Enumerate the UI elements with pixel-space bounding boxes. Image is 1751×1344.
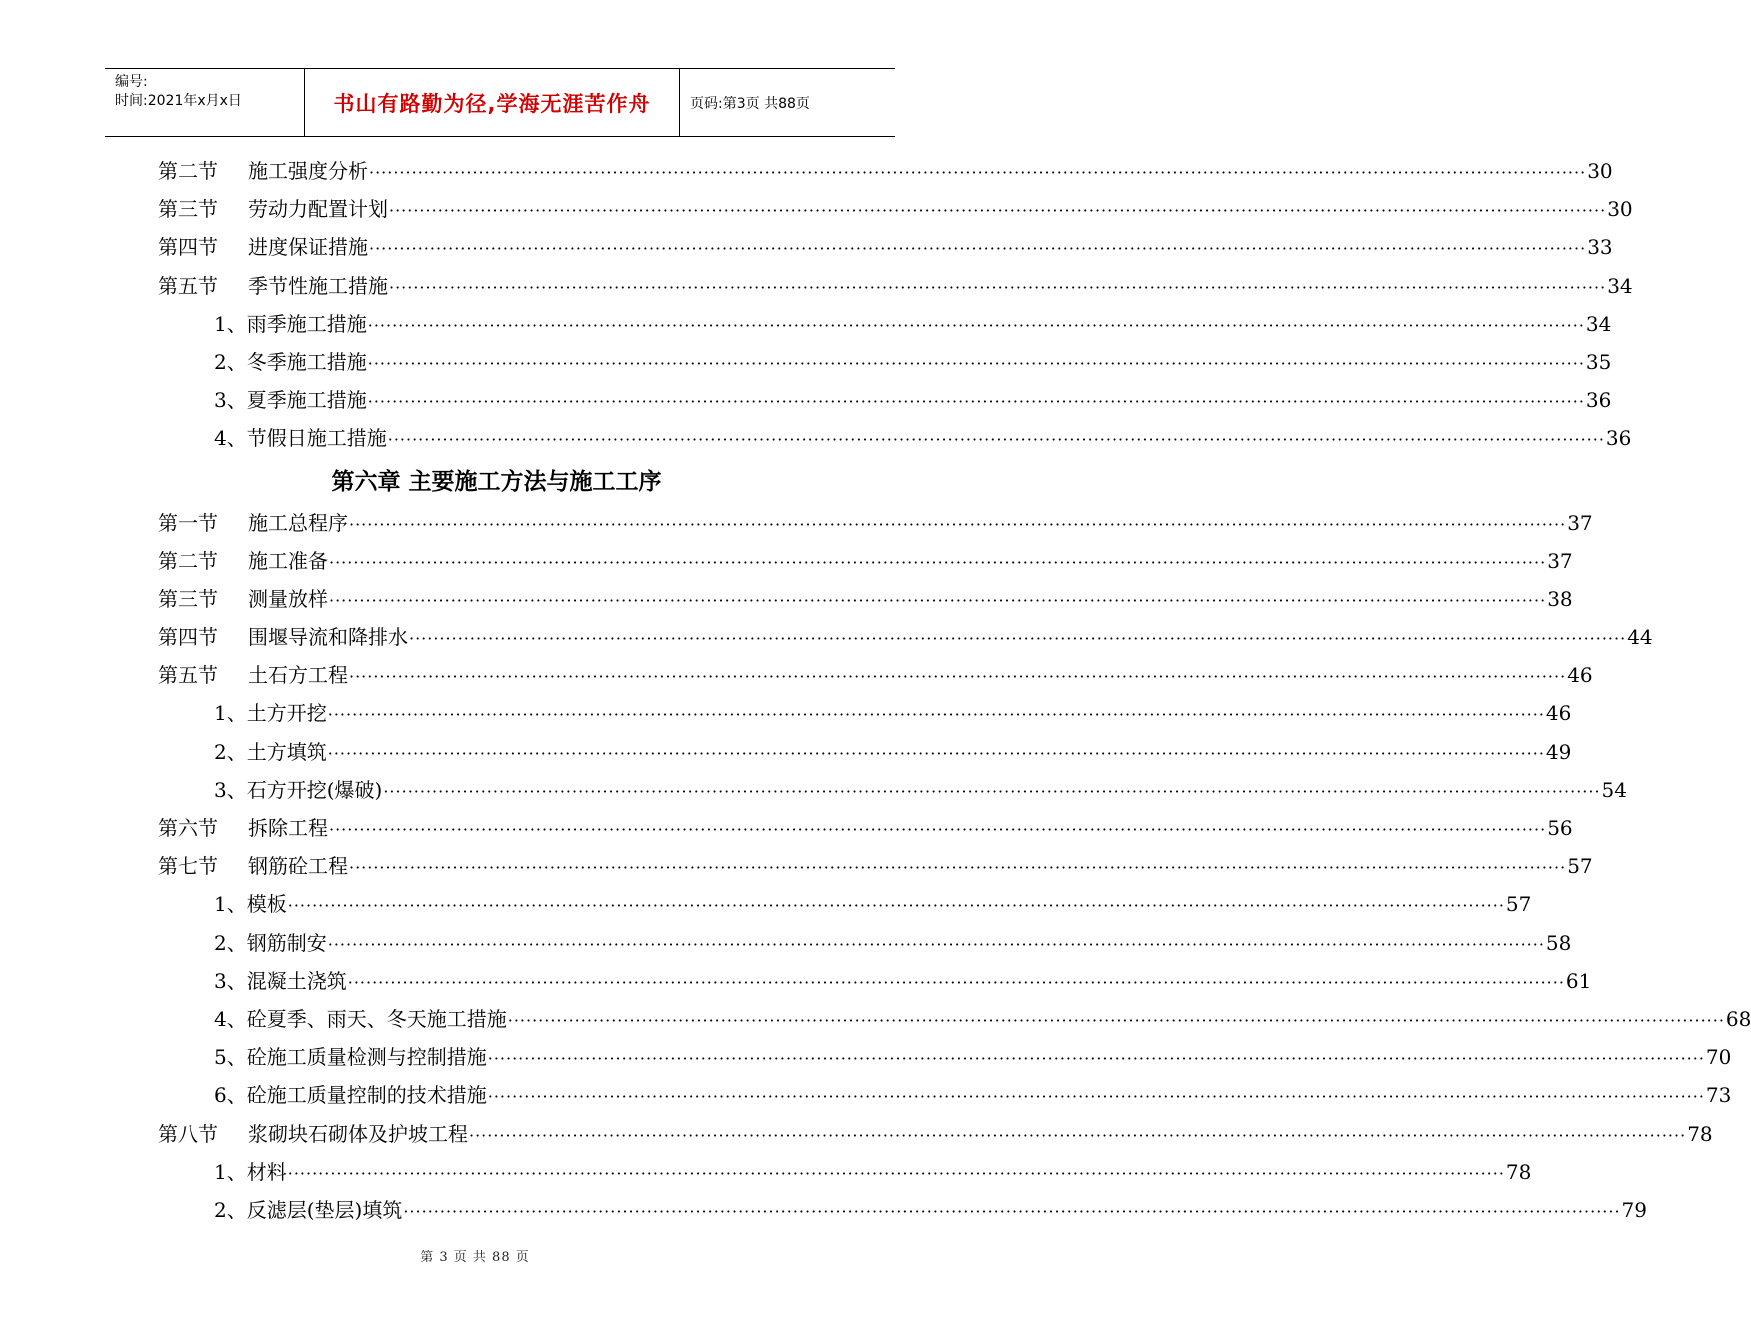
toc-page-number: 44	[1627, 625, 1653, 650]
toc-entry-label	[214, 1076, 487, 1114]
toc-section-number: 第二节	[158, 548, 218, 573]
toc-page-number: 56	[1547, 816, 1573, 840]
toc-entry[interactable]	[158, 694, 1572, 732]
toc-entry-label	[214, 1191, 402, 1229]
toc-entry-label	[158, 504, 348, 542]
page-header	[105, 68, 895, 137]
toc-section-number: 第五节	[158, 273, 218, 298]
toc-leader-dots: ········································································································································································································	[349, 667, 1567, 687]
toc-leader-dots: ········································································································································································································	[349, 858, 1567, 878]
toc-entry-title: 施工强度分析	[248, 159, 368, 183]
toc-entry[interactable]	[158, 809, 1573, 847]
header-motto: 书山有路勤为径,学海无涯苦作舟	[305, 69, 680, 136]
toc-entry-label	[214, 733, 327, 771]
toc-page-number: 38	[1547, 586, 1573, 611]
toc-entry[interactable]	[158, 542, 1573, 580]
toc-entry-label	[158, 190, 388, 228]
toc-leader-dots: ········································································································································································································	[403, 1201, 1621, 1221]
toc-entry-title: 4、砼夏季、雨天、冬天施工措施	[214, 1006, 507, 1031]
toc-leader-dots: ········································································································································································································	[349, 514, 1567, 534]
toc-page-number: 37	[1567, 510, 1593, 535]
toc-page-number: 49	[1545, 739, 1572, 764]
toc-entry-label	[214, 1000, 507, 1038]
toc-entry[interactable]	[158, 1115, 1713, 1153]
toc-entry-label	[214, 381, 367, 419]
toc-page-number: 78	[1687, 1121, 1713, 1146]
toc-section-number: 第八节	[158, 1121, 218, 1146]
toc-page-number: 36	[1605, 426, 1632, 451]
toc-entry[interactable]	[158, 580, 1573, 618]
toc-page-number: 37	[1547, 548, 1573, 573]
toc-page-number: 58	[1545, 930, 1572, 955]
toc-entry-label	[214, 694, 327, 732]
toc-entry-label	[214, 1153, 287, 1191]
toc-entry[interactable]	[158, 1076, 1732, 1114]
toc-leader-dots: ········································································································································································································	[327, 934, 1545, 954]
toc-page-number: 46	[1545, 701, 1572, 726]
toc-entry[interactable]	[158, 771, 1627, 809]
toc-leader-dots: ········································································································································································································	[387, 430, 1605, 450]
toc-entry[interactable]	[158, 1000, 1751, 1038]
toc-entry[interactable]	[158, 656, 1593, 694]
toc-entry-label	[158, 267, 388, 305]
toc-section-number: 第五节	[158, 663, 218, 688]
toc-entry-label	[214, 771, 382, 809]
toc-entry[interactable]	[158, 228, 1613, 266]
toc-section-number: 第三节	[158, 197, 218, 222]
toc-entry[interactable]	[158, 190, 1633, 228]
toc-entry-title: 6、砼施工质量控制的技术措施	[214, 1083, 487, 1108]
toc-page-number: 57	[1567, 854, 1593, 879]
toc-entry-title: 钢筋砼工程	[248, 854, 348, 879]
toc-entry-label	[158, 656, 348, 694]
toc-page-number: 35	[1585, 349, 1612, 374]
toc-section-number: 第六节	[158, 816, 218, 840]
toc-entry-label	[158, 809, 328, 847]
toc-section-number: 第四节	[158, 235, 218, 260]
toc-entry-title: 测量放样	[248, 586, 328, 611]
toc-entry-title: 1、材料	[214, 1159, 287, 1184]
toc-entry-title: 5、砼施工质量检测与控制措施	[214, 1045, 487, 1070]
toc-entry[interactable]	[158, 962, 1592, 1000]
toc-page-number: 57	[1505, 892, 1532, 917]
toc-leader-dots: ········································································································································································································	[327, 705, 1545, 725]
code-label: 编号:	[115, 74, 148, 90]
toc-entry-title: 土石方工程	[248, 663, 348, 688]
toc-page-number: 54	[1601, 777, 1627, 802]
toc-entry-title: 季节性施工措施	[248, 273, 388, 298]
toc-page-number: 34	[1607, 273, 1633, 298]
toc-entry-title: 3、混凝土浇筑	[214, 968, 347, 993]
toc-entry-title: 2、反滤层(垫层)填筑	[214, 1197, 403, 1222]
toc-section-number: 第四节	[158, 625, 218, 650]
toc-entry[interactable]	[158, 152, 1613, 190]
toc-leader-dots: ········································································································································································································	[329, 590, 1547, 610]
toc-entry-title: 1、模板	[214, 892, 287, 917]
toc-leader-dots: ········································································································································································································	[327, 743, 1545, 763]
toc-page-number: 30	[1587, 159, 1613, 183]
toc-entry-title: 进度保证措施	[248, 235, 368, 260]
toc-page-number: 79	[1621, 1197, 1647, 1222]
toc-leader-dots: ········································································································································································································	[383, 781, 1601, 801]
toc-section-part2	[158, 504, 1751, 1230]
toc-entry-label	[158, 1115, 468, 1153]
toc-section-part1	[158, 152, 1633, 458]
toc-entry-label	[158, 580, 328, 618]
toc-entry[interactable]	[158, 343, 1612, 381]
toc-leader-dots: ········································································································································································································	[389, 201, 1607, 221]
toc-entry-label	[214, 343, 367, 381]
toc-leader-dots: ········································································································································································································	[409, 629, 1627, 649]
toc-leader-dots: ········································································································································································································	[347, 972, 1565, 992]
toc-entry[interactable]	[158, 1191, 1647, 1229]
toc-leader-dots: ········································································································································································································	[287, 1163, 1505, 1183]
toc-entry[interactable]	[158, 847, 1593, 885]
toc-leader-dots: ········································································································································································································	[369, 163, 1587, 182]
time-label: 时间:2021年x月x日	[115, 93, 242, 109]
toc-entry[interactable]	[158, 381, 1612, 419]
toc-entry-label	[158, 152, 368, 190]
toc-entry-title: 2、土方填筑	[214, 739, 327, 764]
toc-entry-title: 拆除工程	[248, 816, 328, 840]
toc-entry[interactable]	[158, 1038, 1732, 1076]
toc-leader-dots: ········································································································································································································	[487, 1049, 1705, 1069]
header-meta	[105, 69, 305, 136]
toc-page-number: 61	[1565, 968, 1592, 993]
toc-page-number: 78	[1505, 1159, 1532, 1184]
table-of-contents	[158, 152, 1751, 1229]
toc-entry-label	[158, 618, 408, 656]
toc-entry-title: 3、石方开挖(爆破)	[214, 777, 383, 802]
toc-page-number: 46	[1567, 663, 1593, 688]
toc-entry[interactable]	[158, 1153, 1532, 1191]
toc-entry[interactable]	[158, 885, 1532, 923]
toc-entry-label	[158, 228, 368, 266]
toc-leader-dots: ········································································································································································································	[507, 1010, 1725, 1030]
toc-entry-label	[214, 1038, 487, 1076]
toc-leader-dots: ········································································································································································································	[329, 820, 1547, 839]
toc-entry-label	[214, 419, 387, 457]
toc-entry-label	[214, 305, 367, 343]
toc-entry[interactable]	[158, 267, 1633, 305]
toc-page-number: 36	[1585, 388, 1612, 413]
toc-entry-title: 施工总程序	[248, 510, 348, 535]
toc-entry-title: 劳动力配置计划	[248, 197, 388, 222]
toc-leader-dots: ········································································································································································································	[469, 1125, 1687, 1145]
toc-leader-dots: ········································································································································································································	[367, 353, 1585, 373]
toc-section-number: 第二节	[158, 159, 218, 183]
toc-entry-title: 施工准备	[248, 548, 328, 573]
toc-leader-dots: ········································································································································································································	[367, 315, 1585, 335]
toc-entry[interactable]	[158, 733, 1572, 771]
toc-leader-dots: ········································································································································································································	[369, 239, 1587, 259]
toc-entry[interactable]	[158, 618, 1653, 656]
toc-entry-title: 围堰导流和降排水	[248, 625, 408, 650]
toc-entry-label	[214, 885, 287, 923]
toc-leader-dots: ········································································································································································································	[389, 277, 1607, 297]
toc-leader-dots: ········································································································································································································	[487, 1087, 1705, 1107]
toc-entry[interactable]	[158, 305, 1612, 343]
page-footer: 第 3 页 共 88 页	[420, 1250, 530, 1265]
toc-page-number: 33	[1587, 235, 1613, 260]
header-page-info: 页码:第3页 共88页	[690, 95, 810, 112]
toc-section-number: 第一节	[158, 510, 218, 535]
toc-entry-title: 1、雨季施工措施	[214, 311, 367, 336]
toc-entry-label	[158, 542, 328, 580]
toc-entry-title: 4、节假日施工措施	[214, 426, 387, 451]
toc-entry-title: 3、夏季施工措施	[214, 388, 367, 413]
toc-page-number: 68	[1725, 1006, 1751, 1031]
toc-entry-label	[214, 962, 347, 1000]
chapter-title: 第六章 主要施工方法与施工工序	[331, 467, 662, 495]
toc-entry-label	[158, 847, 348, 885]
toc-entry-label	[214, 924, 327, 962]
toc-leader-dots: ········································································································································································································	[329, 552, 1547, 572]
toc-entry-title: 浆砌块石砌体及护坡工程	[248, 1121, 468, 1146]
toc-page-number: 70	[1705, 1045, 1732, 1070]
toc-entry-title: 1、土方开挖	[214, 701, 327, 726]
toc-entry-title: 2、钢筋制安	[214, 930, 327, 955]
toc-section-number: 第七节	[158, 854, 218, 879]
toc-page-number: 73	[1705, 1083, 1732, 1108]
toc-entry[interactable]	[158, 504, 1593, 542]
toc-leader-dots: ········································································································································································································	[367, 392, 1585, 412]
toc-entry-title: 2、冬季施工措施	[214, 349, 367, 374]
toc-section-number: 第三节	[158, 586, 218, 611]
toc-leader-dots: ········································································································································································································	[287, 896, 1505, 916]
toc-page-number: 30	[1607, 197, 1633, 222]
toc-entry[interactable]	[158, 419, 1632, 457]
toc-page-number: 34	[1585, 311, 1612, 336]
toc-entry[interactable]	[158, 924, 1572, 962]
